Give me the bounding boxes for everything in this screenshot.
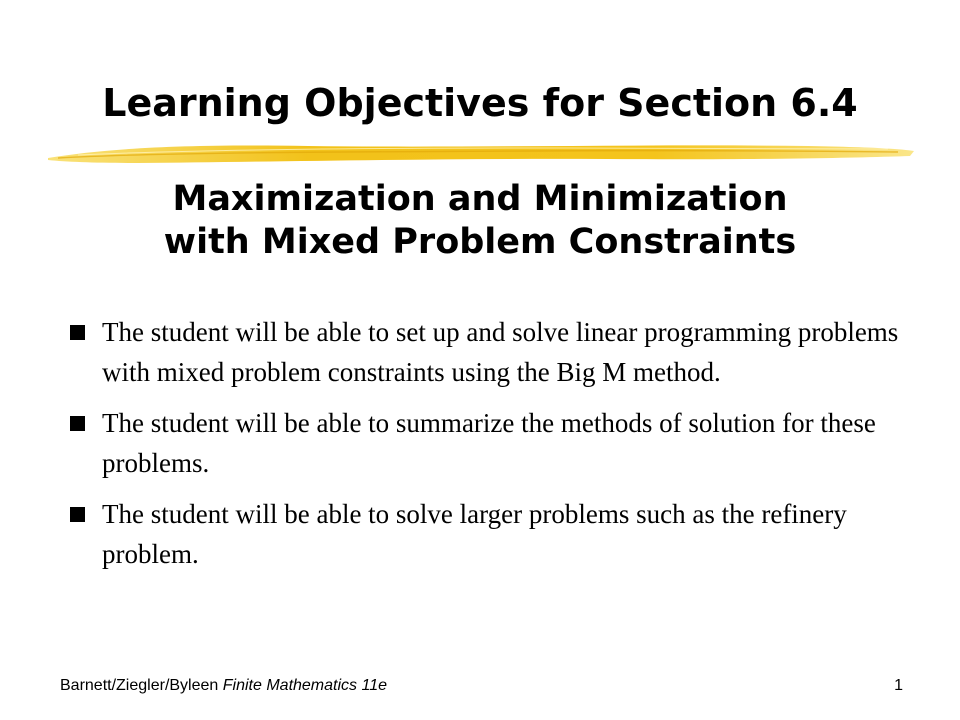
subtitle-line-1: Maximization and Minimization [172,179,788,219]
objective-text: The student will be able to set up and solve linear programming problems with mixed problem constraints using the Big M method. [102,317,899,387]
title-underline-brushstroke [48,138,914,168]
subtitle-line-2: with Mixed Problem Constraints [163,222,797,262]
slide-subtitle [0,178,960,264]
square-bullet-icon [70,325,85,340]
objective-text: The student will be able to summarize the methods of solution for these problems. [102,408,876,478]
footer-citation [60,676,387,696]
slide-title: Learning Objectives for Section 6.4 [102,81,858,125]
page-number: 1 [894,677,903,694]
objective-item [68,312,908,392]
objectives-list [68,312,908,585]
square-bullet-icon [70,416,85,431]
footer-book-title: Finite Mathematics 11e [222,677,387,694]
square-bullet-icon [70,507,85,522]
objective-item [68,403,908,483]
footer-authors: Barnett/Ziegler/Byleen [60,677,219,694]
objective-item [68,494,908,574]
objective-text: The student will be able to solve larger problems such as the refinery problem. [102,499,847,569]
